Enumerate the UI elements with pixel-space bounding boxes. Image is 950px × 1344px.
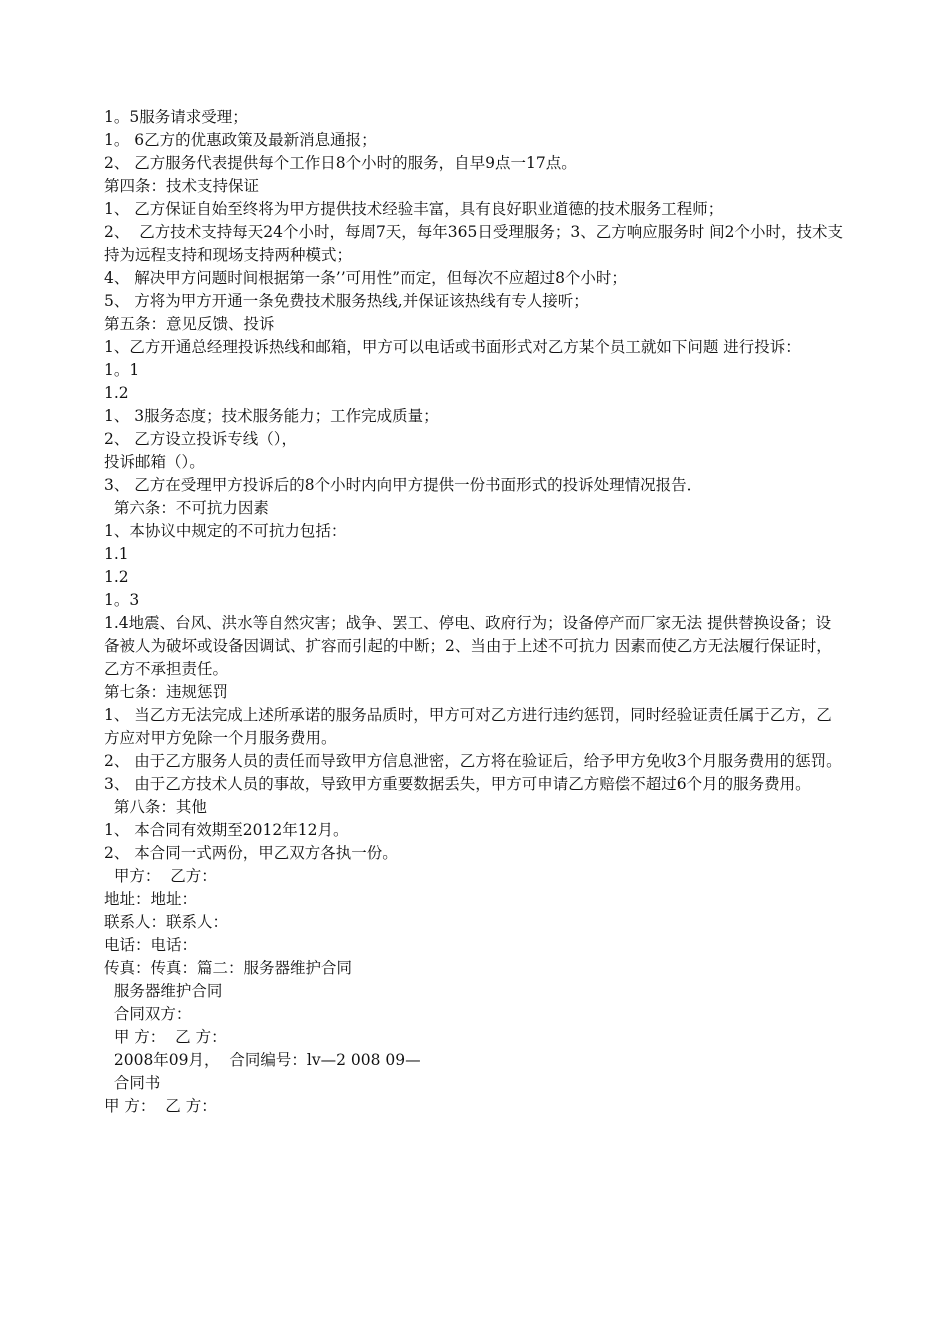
- text-line: 2、 由于乙方服务人员的责任而导致甲方信息泄密，乙方将在验证后，给予甲方免收3个月服务费用的惩罚。: [104, 752, 842, 770]
- contract-number-line: 2008年09月， 合同编号：lv—2 008 09—: [104, 1051, 421, 1069]
- section-heading: 第五条：意见反馈、投诉: [104, 315, 275, 333]
- text-line: 1、乙方开通总经理投诉热线和邮箱，甲方可以电话或书面形式对乙方某个员工就如下问题 进行投诉：: [104, 338, 801, 356]
- signature-line: 传真：传真：篇二：服务器维护合同: [104, 959, 353, 977]
- contract-title: 服务器维护合同: [104, 982, 223, 1000]
- text-line: 1.2: [104, 384, 129, 402]
- section-heading: 第四条：技术支持保证: [104, 177, 260, 195]
- text-line: 1.1: [104, 545, 129, 563]
- signature-line: 甲 方： 乙 方：: [104, 1028, 227, 1046]
- signature-line: 甲方： 乙方：: [104, 867, 217, 885]
- text-line: 1、 3服务态度；技术服务能力；工作完成质量；: [104, 407, 439, 425]
- document-body: [104, 106, 846, 1118]
- section-heading: 第七条：违规惩罚: [104, 683, 229, 701]
- text-line: 1.4地震、台风、洪水等自然灾害；战争、罢工、停电、政府行为；设备停产而厂家无法 提供替换设备；设备被人为破坏或设备因调试、扩容而引起的中断；2、当由于上述不可抗力 因素而使乙方无法履行保证时，乙方不承担责任。: [104, 614, 832, 678]
- section-heading: 第六条：不可抗力因素: [104, 499, 269, 517]
- signature-line: 甲 方： 乙 方：: [104, 1097, 217, 1115]
- text-line: 4、 解决甲方问题时间根据第一条’’可用性”而定，但每次不应超过8个小时；: [104, 269, 627, 287]
- text-line: 1、 乙方保证自始至终将为甲方提供技术经验丰富，具有良好职业道德的技术服务工程师；: [104, 200, 724, 218]
- text-line: 2、 本合同一式两份，甲乙双方各执一份。: [104, 844, 398, 862]
- text-line: 2、 乙方技术支持每天24个小时，每周7天，每年365日受理服务；3、乙方响应服务时 间2个小时，技术支持为远程支持和现场支持两种模式；: [104, 223, 844, 264]
- text-line: 2、 乙方服务代表提供每个工作日8个小时的服务，自早9点一17点。: [104, 154, 577, 172]
- text-line: 5、 方将为甲方开通一条免费技术服务热线,并保证该热线有专人接听；: [104, 292, 589, 310]
- text-line: 3、 由于乙方技术人员的事故，导致甲方重要数据丢失，甲方可申请乙方赔偿不超过6个月的服务费用。: [104, 775, 811, 793]
- text-line: 1、 本合同有效期至2012年12月。: [104, 821, 349, 839]
- text-line: 1、 当乙方无法完成上述所承诺的服务品质时，甲方可对乙方进行违约惩罚，同时经验证责任属于乙方，乙方应对甲方免除一个月服务费用。: [104, 706, 832, 747]
- text-line: 1.2: [104, 568, 129, 586]
- text-line: 1。 6乙方的优惠政策及最新消息通报；: [104, 131, 377, 149]
- signature-line: 电话：电话：: [104, 936, 198, 954]
- text-line: 1。1: [104, 361, 140, 379]
- text-line: 投诉邮箱（）。: [104, 453, 205, 471]
- text-line: 合同双方：: [104, 1005, 192, 1023]
- text-line: 1、本协议中规定的不可抗力包括：: [104, 522, 347, 540]
- signature-line: 地址：地址：: [104, 890, 198, 908]
- text-line: 2、 乙方设立投诉专线（），: [104, 430, 298, 448]
- signature-line: 联系人：联系人：: [104, 913, 229, 931]
- section-heading: 第八条：其他: [104, 798, 207, 816]
- text-line: 合同书: [104, 1074, 161, 1092]
- text-line: 1。5服务请求受理；: [104, 108, 248, 126]
- text-line: 1。3: [104, 591, 140, 609]
- text-line: 3、 乙方在受理甲方投诉后的8个小时内向甲方提供一份书面形式的投诉处理情况报告．: [104, 476, 703, 494]
